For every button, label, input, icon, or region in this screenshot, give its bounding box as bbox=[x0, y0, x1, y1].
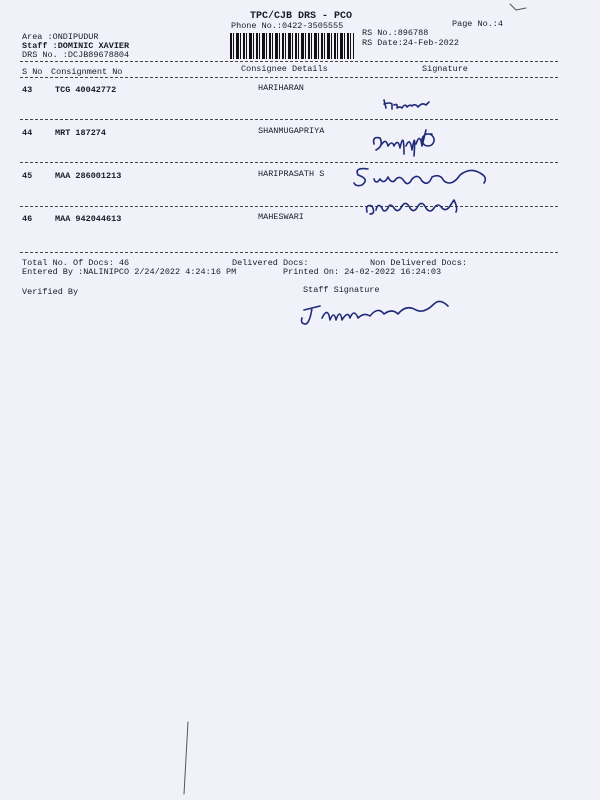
drs-number: DRS No. :DCJB89678804 bbox=[22, 50, 130, 60]
col-header-consignee: Consignee Details bbox=[241, 64, 328, 74]
verified-by-label: Verified By bbox=[22, 287, 79, 297]
col-header-sno: S No bbox=[22, 67, 43, 77]
phone-number: Phone No.:0422-3505555 bbox=[231, 21, 344, 31]
row-consignment: MAA 942044613 bbox=[55, 214, 122, 224]
staff-signature-image bbox=[298, 296, 458, 336]
row-consignment: MRT 187274 bbox=[55, 128, 107, 138]
signature-image bbox=[352, 163, 502, 193]
row-divider bbox=[20, 119, 558, 120]
col-header-consignment: Consignment No bbox=[51, 67, 123, 77]
area-field: Area :ONDIPUDUR bbox=[22, 32, 99, 42]
row-divider bbox=[20, 206, 558, 207]
header-divider-top bbox=[20, 61, 558, 62]
printed-on: Printed On: 24-02-2022 16:24:03 bbox=[283, 267, 442, 277]
header-divider-bottom bbox=[20, 77, 558, 78]
staff-field: Staff :DOMINIC XAVIER bbox=[22, 41, 130, 51]
row-consignee: HARIHARAN bbox=[258, 83, 304, 93]
staff-signature-label: Staff Signature bbox=[303, 285, 380, 295]
row-sno: 45 bbox=[22, 171, 33, 181]
row-consignee: SHANMUGAPRIYA bbox=[258, 126, 325, 136]
barcode bbox=[230, 33, 354, 59]
scan-mark bbox=[178, 718, 198, 798]
page-number: Page No.:4 bbox=[452, 19, 504, 29]
row-sno: 46 bbox=[22, 214, 33, 224]
row-consignment: MAA 286001213 bbox=[55, 171, 122, 181]
row-sno: 44 bbox=[22, 128, 33, 138]
row-divider bbox=[20, 252, 558, 253]
col-header-signature: Signature bbox=[422, 64, 468, 74]
row-consignee: HARIPRASATH S bbox=[258, 169, 325, 179]
rs-date: RS Date:24-Feb-2022 bbox=[362, 38, 459, 48]
non-delivered-docs: Non Delivered Docs: bbox=[370, 258, 467, 268]
entered-by: Entered By :NALINIPCO 2/24/2022 4:24:16 PM bbox=[22, 267, 237, 277]
report-title: TPC/CJB DRS - PCO bbox=[250, 11, 353, 22]
scan-mark bbox=[506, 0, 530, 14]
row-sno: 43 bbox=[22, 85, 33, 95]
signature-image bbox=[364, 196, 474, 220]
rs-number: RS No.:896788 bbox=[362, 28, 429, 38]
delivered-docs: Delivered Docs: bbox=[232, 258, 309, 268]
signature-image bbox=[382, 92, 442, 112]
signature-image bbox=[370, 120, 450, 160]
row-consignment: TCG 40042772 bbox=[55, 85, 117, 95]
row-consignee: MAHESWARI bbox=[258, 212, 304, 222]
total-docs: Total No. Of Docs: 46 bbox=[22, 258, 130, 268]
